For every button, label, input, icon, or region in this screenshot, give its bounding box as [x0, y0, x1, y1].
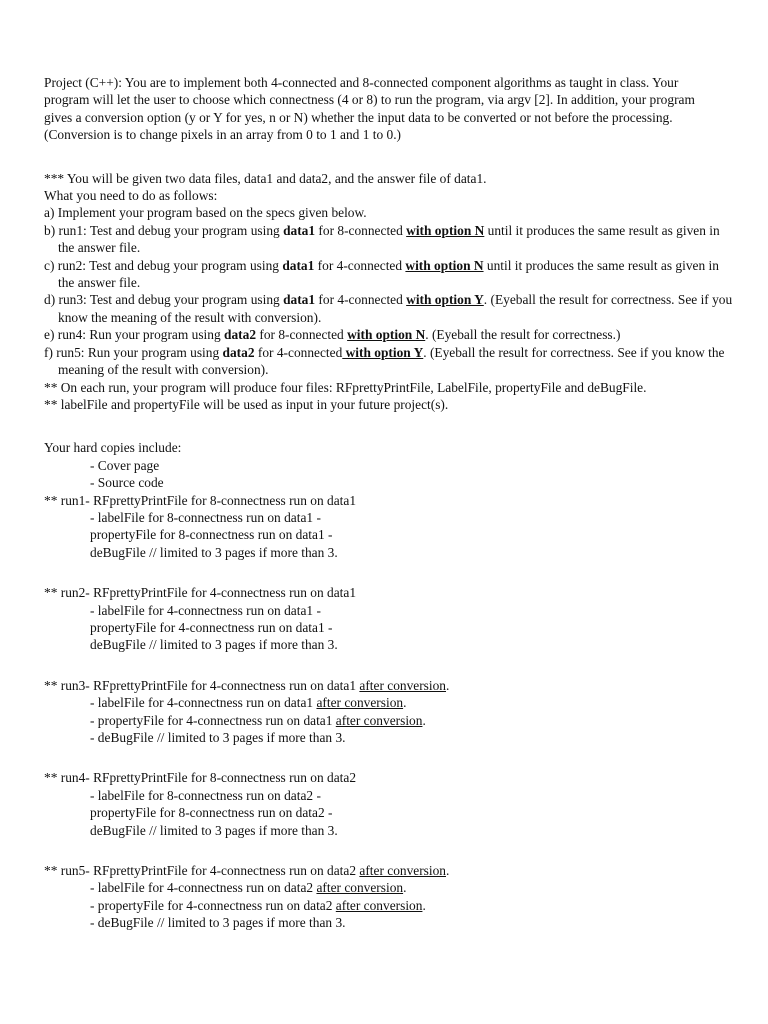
step-text: for 8-connected: [256, 327, 348, 343]
data-file-name: data1: [282, 257, 315, 273]
source-code-item: - Source code: [90, 475, 164, 491]
run4-heading: ** run4- RFprettyPrintFile for 8-connectness run on data2: [44, 770, 357, 786]
run3-debug-item: - deBugFile // limited to 3 pages if more than 3.: [90, 730, 346, 745]
period: .: [446, 677, 450, 693]
step-text: . (Eyeball the result for correctness.): [425, 327, 621, 343]
step-text: for 4-connected: [315, 292, 407, 308]
run-text: - labelFile for 4-connectness run on data2: [90, 880, 317, 896]
run5-debug-item: - deBugFile // limited to 3 pages if more than 3.: [90, 915, 346, 931]
hardcopies-heading: Your hard copies include:: [44, 440, 182, 456]
after-conversion-text: after conversion: [335, 897, 423, 913]
hardcopies-section: [44, 439, 734, 561]
run5-heading: [44, 862, 734, 879]
after-conversion-text: after conversion: [335, 712, 423, 728]
run2-label-item: - labelFile for 4-connectness run on data1 -: [90, 602, 321, 618]
option-label: with option N: [347, 327, 426, 343]
after-conversion-text: after conversion: [316, 880, 404, 896]
run1-property-item: propertyFile for 8-connectness run on data1 -: [90, 527, 333, 543]
document-page: [44, 74, 734, 932]
run4-block: [44, 769, 734, 839]
after-conversion-text: after conversion: [359, 677, 447, 693]
step-text: for 8-connected: [315, 222, 407, 238]
data-file-name: data1: [283, 222, 316, 238]
instructions-section: [44, 170, 734, 414]
run2-property-item: propertyFile for 4-connectness run on data1 -: [90, 619, 333, 635]
run-text: - labelFile for 4-connectness run on data1: [90, 695, 317, 711]
step-text: e) run4: Run your program using: [44, 327, 225, 343]
data-file-name: data1: [283, 292, 316, 308]
run5-block: [44, 862, 734, 932]
step-text: . (Eyeball the result for correctness. See if you know the meaning of the result with conversion).: [58, 344, 725, 378]
given-files-note: *** You will be given two data files, data1 and data2, and the answer file of data1.: [44, 170, 487, 186]
step-text: for 4-connected: [314, 257, 406, 273]
run1-debug-item: deBugFile // limited to 3 pages if more than 3.: [90, 544, 338, 560]
spacer: [44, 413, 734, 439]
period: .: [403, 880, 407, 896]
run5-label-item: [44, 879, 734, 896]
intro-line: (Conversion is to change pixels in an array from 0 to 1 and 1 to 0.): [44, 127, 402, 143]
step-e: [44, 326, 734, 343]
step-b: [44, 222, 734, 257]
run1-label-item: - labelFile for 8-connectness run on data1 -: [90, 509, 321, 525]
after-conversion-text: after conversion: [316, 695, 404, 711]
run4-debug-item: deBugFile // limited to 3 pages if more than 3.: [90, 822, 338, 838]
run2-heading: ** run2- RFprettyPrintFile for 4-connectness run on data1: [44, 585, 357, 601]
run2-block: [44, 584, 734, 654]
run1-heading: ** run1- RFprettyPrintFile for 8-connectness run on data1: [44, 492, 357, 508]
step-d: [44, 291, 734, 326]
spacer: [44, 144, 734, 170]
todo-heading: What you need to do as follows:: [44, 188, 218, 204]
step-a: a) Implement your program based on the specs given below.: [44, 205, 367, 221]
spacer: [44, 654, 734, 677]
step-c: [44, 257, 734, 292]
period: .: [403, 695, 407, 711]
step-text: d) run3: Test and debug your program using: [44, 292, 284, 308]
step-text: for 4-connected: [254, 344, 343, 360]
run4-property-item: propertyFile for 8-connectness run on data2 -: [90, 805, 333, 821]
data-file-name: data2: [222, 344, 255, 360]
period: .: [446, 863, 450, 879]
period: .: [422, 897, 426, 913]
run-text: ** run5- RFprettyPrintFile for 4-connectness run on data2: [44, 863, 360, 879]
spacer: [44, 561, 734, 584]
spacer: [44, 746, 734, 769]
cover-page-item: - Cover page: [90, 457, 160, 473]
step-text: until it produces the same result as given in the answer file.: [58, 222, 720, 256]
run5-property-item: [44, 897, 734, 914]
intro-line: program will let the user to choose which connectness (4 or 8) to run the program, via argv [2]. In addition, your program: [44, 92, 695, 108]
run4-label-item: - labelFile for 8-connectness run on data2 -: [90, 787, 321, 803]
future-use-note: ** labelFile and propertyFile will be used as input in your future project(s).: [44, 396, 449, 412]
run3-block: [44, 677, 734, 747]
data-file-name: data2: [224, 327, 257, 343]
run2-debug-item: deBugFile // limited to 3 pages if more than 3.: [90, 637, 338, 653]
option-label: with option N: [406, 222, 485, 238]
run3-label-item: [44, 694, 734, 711]
step-text: b) run1: Test and debug your program using: [44, 222, 284, 238]
option-label: with option Y: [342, 344, 424, 360]
run-text: - propertyFile for 4-connectness run on data2: [90, 897, 336, 913]
intro-line: Project (C++): You are to implement both 4-connected and 8-connected component algorithms as taught in class. Your: [44, 75, 679, 90]
option-label: with option Y: [406, 292, 484, 308]
output-files-note: ** On each run, your program will produce four files: RFprettyPrintFile, LabelFile, propertyFile and deBugFile.: [44, 379, 647, 395]
step-text: f) run5: Run your program using: [44, 344, 223, 360]
period: .: [422, 712, 426, 728]
step-text: c) run2: Test and debug your program using: [44, 257, 283, 273]
run-text: ** run3- RFprettyPrintFile for 4-connectness run on data1: [44, 677, 360, 693]
run3-property-item: [44, 712, 734, 729]
step-text: until it produces the same result as given in the answer file.: [58, 257, 719, 291]
run-text: - propertyFile for 4-connectness run on data1: [90, 712, 336, 728]
spacer: [44, 839, 734, 862]
after-conversion-text: after conversion: [359, 863, 447, 879]
option-label: with option N: [405, 257, 484, 273]
intro-paragraph: [44, 74, 734, 144]
intro-line: gives a conversion option (y or Y for yes, n or N) whether the input data to be converted or not before the processing.: [44, 109, 673, 125]
run3-heading: [44, 677, 734, 694]
step-f: [44, 344, 734, 379]
step-text: . (Eyeball the result for correctness. See if you know the meaning of the result with conversion).: [58, 292, 733, 325]
